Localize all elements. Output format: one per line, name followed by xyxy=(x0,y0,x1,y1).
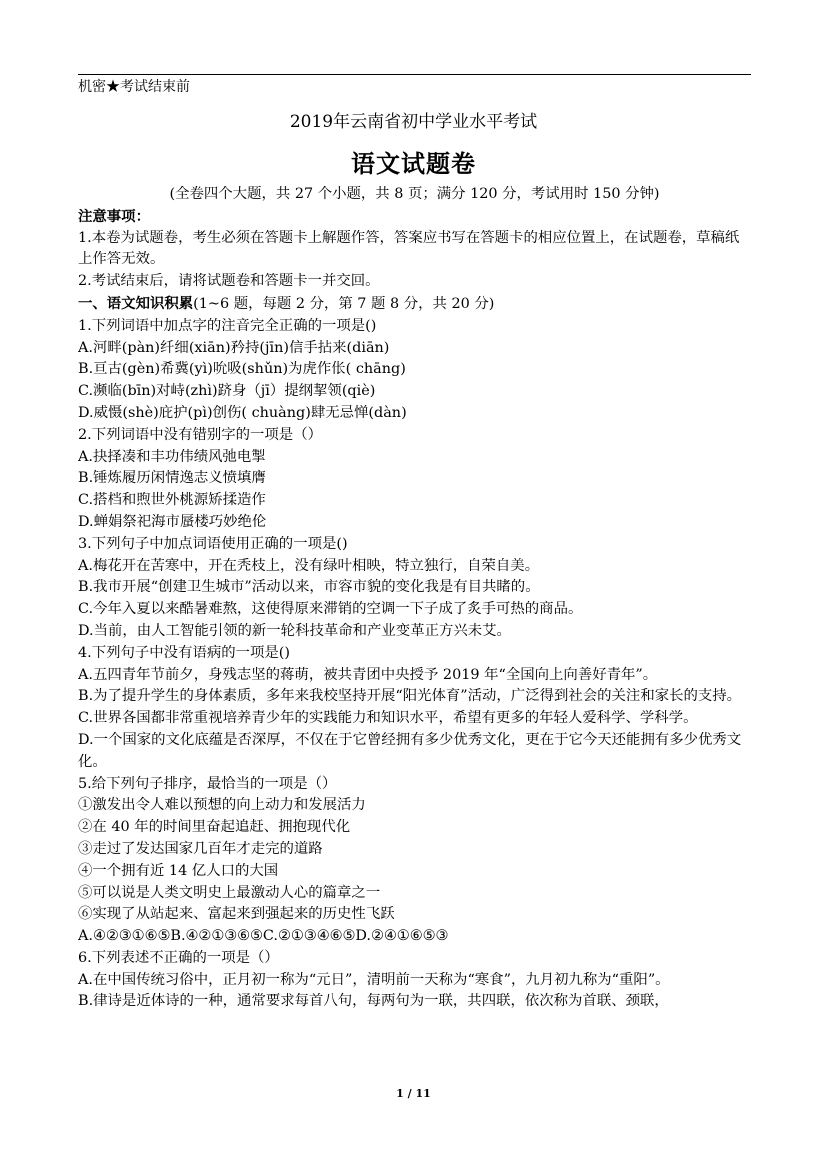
question-3-option-c: C.今年入夏以来酷暑难熬，这使得原来滞销的空调一下子成了炙手可热的商品。 xyxy=(78,601,583,618)
question-5-stem: 5.给下列句子排序，最恰当的一项是（） xyxy=(78,775,337,792)
exam-body xyxy=(78,184,751,1013)
paper-title: 语文试题卷 xyxy=(351,149,476,178)
exam-info: (全卷四个大题，共 27 个小题，共 8 页；满分 120 分，考试用时 150 分钟) xyxy=(169,186,660,202)
notes-item-2: 2.考试结束后，请将试题卷和答题卡一并交回。 xyxy=(78,273,380,290)
question-4-option-d: D.一个国家的文化底蕴是否深厚，不仅在于它曾经拥有多少优秀文化，更在于它今天还能拥有多少优秀文化。 xyxy=(78,731,742,770)
question-3-option-a: A.梅花开在苦寒中，开在秃枝上，没有绿叶相映，特立独行，自荣自美。 xyxy=(78,557,540,574)
question-2-option-c: C.搭档和煦世外桃源矫揉造作 xyxy=(78,492,266,509)
question-5-options: A.④②③①⑥⑤B.④②①③⑥⑤C.②①③④⑥⑤D.②④①⑥⑤③ xyxy=(78,928,449,945)
exam-title: 2019年云南省初中学业水平考试 xyxy=(289,112,538,132)
section-heading-title: 一、语文知识积累 xyxy=(78,294,194,312)
question-1-stem: 1.下列词语中加点字的注音完全正确的一项是() xyxy=(78,317,377,334)
notes-item-1: 1.本卷为试题卷，考生必须在答题卡上解题作答，答案应书写在答题卡的相应位置上，在试题卷，草稿纸上作答无效。 xyxy=(78,229,740,268)
notes-heading: 注意事项： xyxy=(78,207,150,225)
question-5-sentence-2: ②在 40 年的时间里奋起追赶、拥抱现代化 xyxy=(78,819,351,836)
question-1-option-a: A.河畔(pàn)纤细(xiān)矜持(jīn)信手拈来(diān) xyxy=(78,339,390,356)
question-6-stem: 6.下列表述不正确的一项是（） xyxy=(78,949,279,966)
question-3-option-b: B.我市开展“创建卫生城市”活动以来，市容市貌的变化我是有目共睹的。 xyxy=(78,579,540,596)
question-4-option-a: A.五四青年节前夕，身残志坚的蒋萌，被共青团中央授予 2019 年“全国向上向善好青年”。 xyxy=(78,666,658,683)
question-6-option-b: B.律诗是近体诗的一种，通常要求每首八句，每两句为一联，共四联，依次称为首联、颈联， xyxy=(78,993,669,1010)
question-4-option-b: B.为了提升学生的身体素质，多年来我校坚持开展“阳光体育”活动，广泛得到社会的关注和家长的支持。 xyxy=(78,688,742,705)
question-5-sentence-4: ④一个拥有近 14 亿人口的大国 xyxy=(78,862,279,879)
section-heading-scoring: (1~6 题，每题 2 分，第 7 题 8 分，共 20 分) xyxy=(193,295,495,312)
question-5-sentence-5: ⑤可以说是人类文明史上最激动人心的篇章之一 xyxy=(78,884,381,901)
question-5-sentence-1: ①激发出令人难以预想的向上动力和发展活力 xyxy=(78,797,366,814)
question-3-option-d: D.当前，由人工智能引领的新一轮科技革命和产业变革正方兴未艾。 xyxy=(78,622,511,639)
question-2-option-a: A.抉择凑和丰功伟绩风弛电掣 xyxy=(78,448,266,465)
question-1-option-c: C.濒临(bīn)对峙(zhì)跻身（jī）提纲挈领(qiè) xyxy=(78,383,376,400)
section-heading xyxy=(78,293,751,316)
question-2-option-d: D.蝉娟祭祀海市蜃楼巧妙绝伦 xyxy=(78,513,267,530)
question-5-sentence-3: ③走过了发达国家几百年才走完的道路 xyxy=(78,840,323,857)
page-number: 1 / 11 xyxy=(396,1087,431,1100)
confidential-label: 机密★考试结束前 xyxy=(78,79,190,95)
question-2-option-b: B.锤炼履历闲情逸志义愤填膺 xyxy=(78,470,266,487)
question-4-option-c: C.世界各国都非常重视培养青少年的实践能力和知识水平，希望有更多的年轻人爱科学、学科学。 xyxy=(78,710,698,727)
question-5-sentence-6: ⑥实现了从站起来、富起来到强起来的历史性飞跃 xyxy=(78,906,395,923)
question-4-stem: 4.下列句子中没有语病的一项是() xyxy=(78,644,291,661)
header-rule xyxy=(78,74,751,75)
question-1-option-d: D.威慑(shè)庇护(pì)创伤( chuàng)肆无忌惮(dàn) xyxy=(78,404,407,421)
question-3-stem: 3.下列句子中加点词语使用正确的一项是() xyxy=(78,535,348,552)
question-2-stem: 2.下列词语中没有错别字的一项是（） xyxy=(78,426,322,443)
question-6-option-a: A.在中国传统习俗中，正月初一称为“元日”，清明前一天称为“寒食”，九月初九称为“重阳”。 xyxy=(78,971,670,988)
question-1-option-b: B.亘古(gèn)希冀(yì)吮吸(shǔn)为虎作伥( chāng) xyxy=(78,361,406,378)
